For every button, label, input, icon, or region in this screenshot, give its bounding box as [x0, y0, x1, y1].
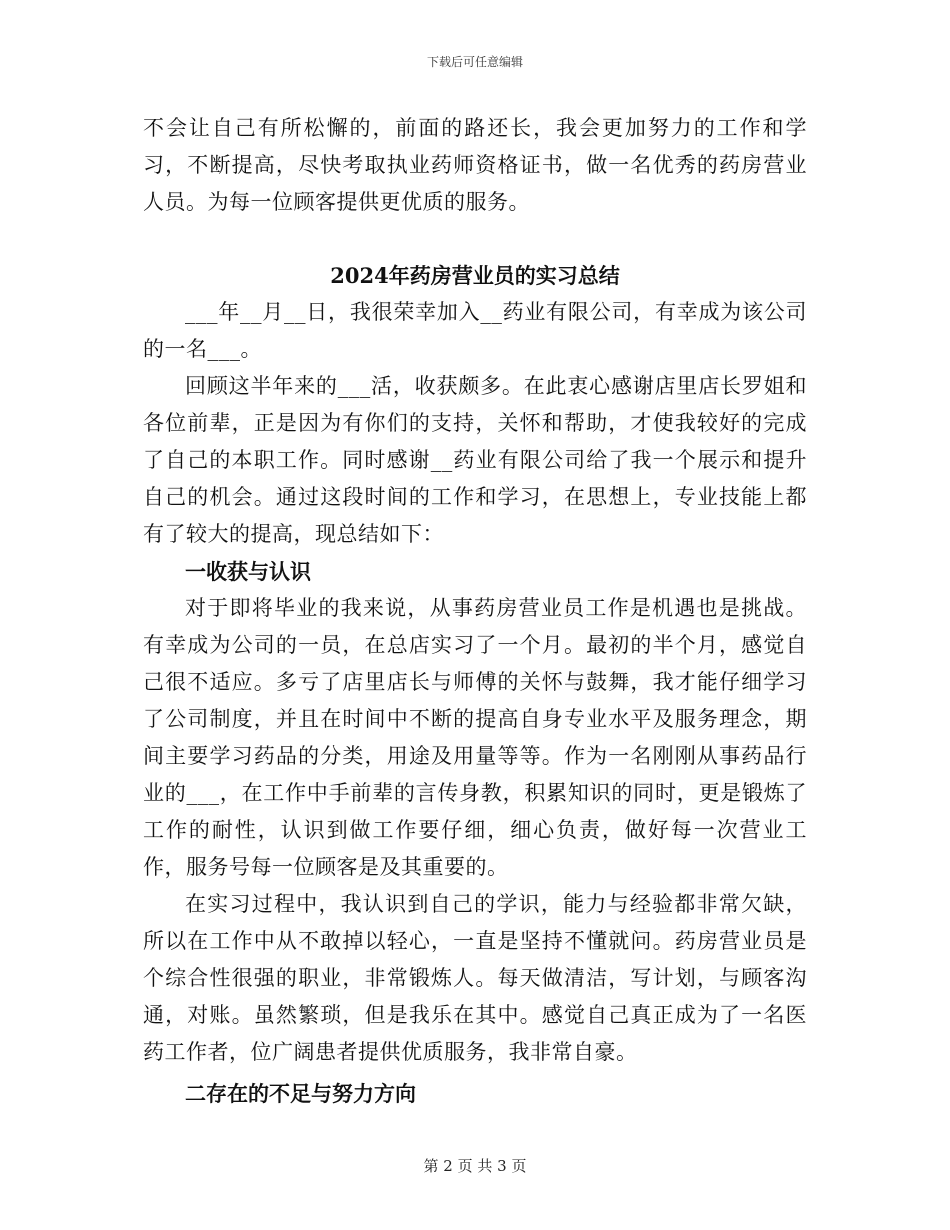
document-body — [143, 110, 807, 1112]
paragraph-join-date: ___年__月__日，我很荣幸加入__药业有限公司，有幸成为该公司的一名___。 — [143, 300, 807, 361]
paragraph-review: 回顾这半年来的___活，收获颇多。在此衷心感谢店里店长罗姐和各位前辈，正是因为有你们的支持，关怀和帮助，才使我较好的完成了自己的本职工作。同时感谢__药业有限公司给了我一个展示和提升自己的机会。通过这段时间的工作和学习，在思想上，专业技能上都有了较大的提高，现总结如下： — [143, 374, 807, 546]
paragraph-internship-process: 在实习过程中，我认识到自己的学识，能力与经验都非常欠缺，所以在工作中从不敢掉以轻心，一直是坚持不懂就问。药房营业员是个综合性很强的职业，非常锻炼人。每天做清洁，写计划，与顾客沟通，对账。虽然繁琐，但是我乐在其中。感觉自己真正成为了一名医药工作者，位广阔患者提供优质服务，我非常自豪。 — [143, 892, 807, 1064]
intro-paragraph: 不会让自己有所松懈的，前面的路还长，我会更加努力的工作和学习，不断提高，尽快考取执业药师资格证书，做一名优秀的药房营业人员。为每一位顾客提供更优质的服务。 — [143, 116, 807, 214]
paragraph-opportunity: 对于即将毕业的我来说，从事药房营业员工作是机遇也是挑战。有幸成为公司的一员，在总店实习了一个月。最初的半个月，感觉自己很不适应。多亏了店里店长与师傅的关怀与鼓舞，我才能仔细学习了公司制度，并且在时间中不断的提高自身专业水平及服务理念，期间主要学习药品的分类，用途及用量等等。作为一名刚刚从事药品行业的___，在工作中手前辈的言传身教，积累知识的同时，更是锻炼了工作的耐性，认识到做工作要仔细，细心负责，做好每一次营业工作，服务号每一位顾客是及其重要的。 — [143, 596, 807, 879]
section-heading-shortcomings: 二存在的不足与努力方向 — [185, 1081, 416, 1106]
page-header: 下载后可任意编辑 — [426, 55, 523, 69]
section-heading-gains: 一收获与认识 — [185, 559, 311, 584]
document-title: 2024年药房营业员的实习总结 — [330, 263, 620, 288]
page-number: 第 2 页 共 3 页 — [423, 1157, 527, 1175]
